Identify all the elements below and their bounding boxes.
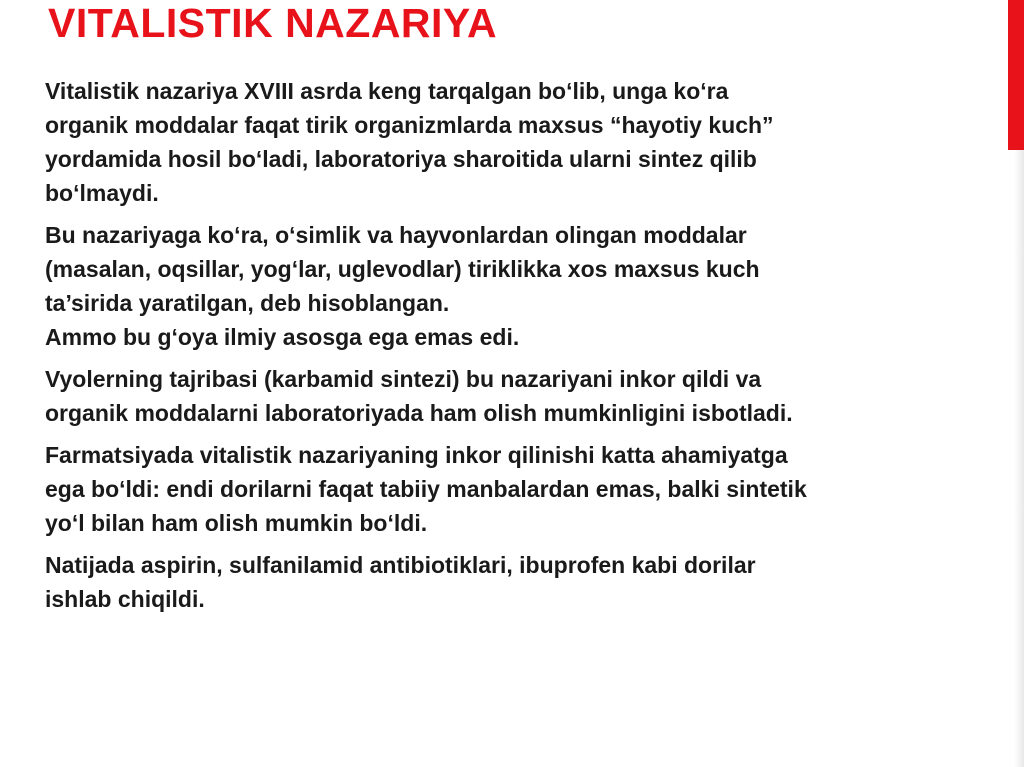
paragraph [45,548,995,616]
paragraph [45,218,995,354]
accent-bar [1008,0,1024,150]
text-line: Farmatsiyada vitalistik nazariyaning inkor qilinishi katta ahamiyatga [45,442,788,468]
text-line: (masalan, oqsillar, yog‘lar, uglevodlar) tiriklikka xos maxsus kuch [45,256,760,282]
text-line: yordamida hosil bo‘ladi, laboratoriya sharoitida ularni sintez qilib [45,146,757,172]
text-line: organik moddalar faqat tirik organizmlarda maxsus “hayotiy kuch” [45,112,774,138]
text-line: ega bo‘ldi: endi dorilarni faqat tabiiy manbalardan emas, balki sintetik [45,476,807,502]
text-line: organik moddalarni laboratoriyada ham olish mumkinligini isbotladi. [45,400,793,426]
text-line: Ammo bu g‘oya ilmiy asosga ega emas edi. [45,324,520,350]
text-line: ishlab chiqildi. [45,586,205,612]
text-line: Natijada aspirin, sulfanilamid antibiotiklari, ibuprofen kabi dorilar [45,552,756,578]
text-line: bo‘lmaydi. [45,180,159,206]
slide-body [45,74,995,616]
text-line: Vyolerning tajribasi (karbamid sintezi) bu nazariyani inkor qildi va [45,366,762,392]
text-line: ta’sirida yaratilgan, deb hisoblangan. [45,290,450,316]
text-line: yo‘l bilan ham olish mumkin bo‘ldi. [45,510,428,536]
edge-shadow [1014,150,1024,767]
paragraph [45,438,995,540]
slide-title: VITALISTIK NAZARIYA [48,0,498,46]
text-line: Bu nazariyaga ko‘ra, o‘simlik va hayvonlardan olingan moddalar [45,222,747,248]
paragraph [45,74,995,210]
text-line: Vitalistik nazariya XVIII asrda keng tarqalgan bo‘lib, unga ko‘ra [45,78,729,104]
paragraph [45,362,995,430]
